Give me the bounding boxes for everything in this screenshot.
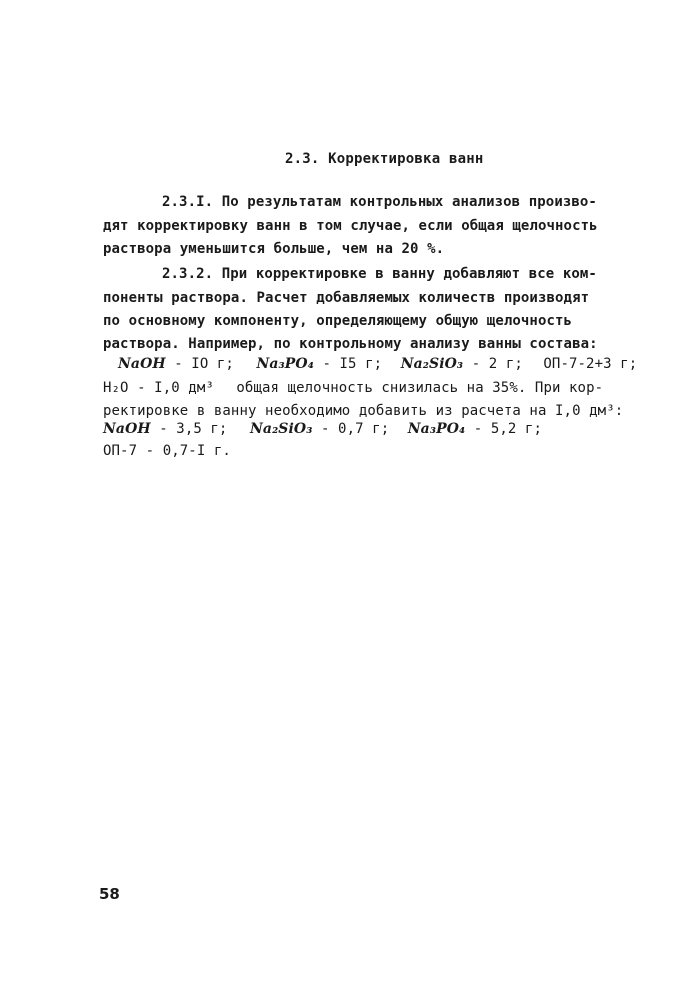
formula-na2sio3: Na₂SiO₃ xyxy=(400,356,464,372)
formula-na2sio3-add: Na₂SiO₃ xyxy=(250,421,313,437)
formula-na3po4: Na₃PO₄ xyxy=(256,356,314,372)
alkalinity-drop-text: общая щелочность снизилась на 35%. При кор- xyxy=(236,380,604,396)
section-heading: 2.3. Корректировка ванн xyxy=(285,151,484,167)
value-na3po4-add: - 5,2 г; xyxy=(465,421,542,437)
paragraph-1-line-2: дят корректировку ванн в том случае, если общая щелочность xyxy=(103,218,598,234)
value-na3po4: - I5 г; xyxy=(313,356,383,372)
value-naoh-add: - 3,5 г; xyxy=(150,421,228,437)
value-na2sio3: - 2 г; xyxy=(463,356,523,372)
page-number: 58 xyxy=(99,885,120,903)
addition-line xyxy=(103,421,542,437)
composition-line-2 xyxy=(103,380,603,396)
value-na2sio3-add: - 0,7 г; xyxy=(312,421,390,437)
value-naoh: - IO г; xyxy=(165,356,234,372)
formula-na3po4-add: Na₃PO₄ xyxy=(407,421,466,437)
paragraph-2-line-4: раствора. Например, по контрольному анализу ванны состава: xyxy=(103,336,598,352)
paragraph-2-line-9: ОП-7 - 0,7-I г. xyxy=(103,443,231,459)
paragraph-2-line-7: ректировке в ванну необходимо добавить из расчета на I,0 дм³: xyxy=(103,403,624,419)
paragraph-2-line-1: 2.3.2. При корректировке в ванну добавляют все ком- xyxy=(162,266,597,282)
formula-naoh-add: NaOH xyxy=(103,421,151,437)
formula-naoh: NaOH xyxy=(118,356,166,372)
paragraph-2-line-2: поненты раствора. Расчет добавляемых количеств производят xyxy=(103,290,590,306)
composition-line-1 xyxy=(118,356,637,372)
water-volume: H₂O - I,0 дм³ xyxy=(103,380,214,396)
value-op7: ОП-7-2+3 г; xyxy=(543,356,638,372)
paragraph-1-line-3: раствора уменьшится больше, чем на 20 %. xyxy=(103,241,445,257)
paragraph-2-line-3: по основному компоненту, определяющему общую щелочность xyxy=(103,313,573,329)
paragraph-1-line-1: 2.3.I. По результатам контрольных анализов произво- xyxy=(162,194,597,210)
